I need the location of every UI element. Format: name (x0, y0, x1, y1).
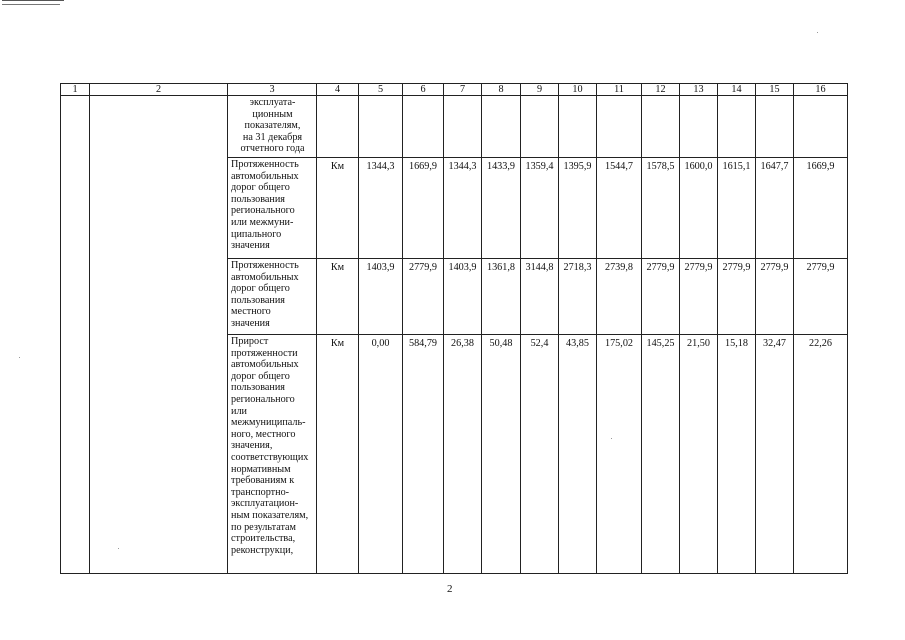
description-line: по результатам (231, 521, 297, 533)
description-line: строительства, (231, 533, 296, 545)
value-cell: 32,47 (756, 335, 794, 574)
value-cell: 1600,0 (680, 158, 718, 259)
value-cell (597, 96, 642, 158)
row-number-cell (61, 96, 90, 574)
scan-speck (817, 32, 818, 33)
value-cell: 2779,9 (756, 259, 794, 335)
value-cell: 1403,9 (444, 259, 482, 335)
value-cell: 22,26 (794, 335, 848, 574)
description-line: значения, (231, 440, 273, 452)
description-line: пользования (231, 294, 285, 306)
description-line: соответствующих (231, 451, 309, 463)
column-header: 6 (403, 84, 444, 96)
value-cell: 21,50 (680, 335, 718, 574)
value-cell (521, 96, 559, 158)
description-line: пользования (231, 193, 285, 205)
value-cell: 15,18 (718, 335, 756, 574)
description-line: дорог общего (231, 182, 290, 194)
description-line: транспортно- (231, 486, 290, 498)
corner-scan-mark (2, 0, 64, 4)
description-line: автомобильных (231, 271, 299, 283)
scan-speck (19, 357, 20, 358)
description-line: или межмуни- (231, 216, 294, 228)
description-line: на 31 декабря (242, 131, 303, 143)
description-line: регионального (231, 393, 295, 405)
unit-cell: Км (317, 158, 359, 259)
description-line: отчетного года (240, 143, 305, 155)
value-cell: 1359,4 (521, 158, 559, 259)
value-cell (642, 96, 680, 158)
value-cell: 1615,1 (718, 158, 756, 259)
value-cell: 3144,8 (521, 259, 559, 335)
value-cell: 1544,7 (597, 158, 642, 259)
value-cell (482, 96, 521, 158)
description-line: эксплуатацион- (231, 498, 299, 510)
description-line: значения (231, 240, 270, 252)
column-header: 7 (444, 84, 482, 96)
value-cell (559, 96, 597, 158)
description-line: дорог общего (231, 283, 290, 295)
row-name-cell (90, 96, 228, 574)
value-cell: 43,85 (559, 335, 597, 574)
value-cell: 1403,9 (359, 259, 403, 335)
description-line: или (231, 405, 247, 417)
column-header: 1 (61, 84, 90, 96)
value-cell (756, 96, 794, 158)
description-line: регионального (231, 205, 295, 217)
value-cell: 584,79 (403, 335, 444, 574)
table-row (61, 96, 848, 158)
value-cell: 2718,3 (559, 259, 597, 335)
column-header: 8 (482, 84, 521, 96)
value-cell (359, 96, 403, 158)
column-header: 4 (317, 84, 359, 96)
value-cell: 1578,5 (642, 158, 680, 259)
description-line: значения (231, 317, 270, 329)
value-cell: 2779,9 (718, 259, 756, 335)
column-header: 12 (642, 84, 680, 96)
description-line: Прирост (231, 336, 269, 347)
column-header: 2 (90, 84, 228, 96)
column-number-row (61, 84, 848, 96)
description-line: местного (231, 306, 271, 318)
description-line: Протяженность (231, 159, 299, 170)
value-cell (403, 96, 444, 158)
description-line: пользования (231, 382, 285, 394)
description-line: ного, местного (231, 428, 296, 440)
value-cell (718, 96, 756, 158)
unit-cell: Км (317, 335, 359, 574)
value-cell: 2779,9 (680, 259, 718, 335)
value-cell: 1669,9 (403, 158, 444, 259)
value-cell: 175,02 (597, 335, 642, 574)
value-cell: 1395,9 (559, 158, 597, 259)
column-header: 14 (718, 84, 756, 96)
description-line: нормативным (231, 463, 291, 475)
column-header: 10 (559, 84, 597, 96)
value-cell: 52,4 (521, 335, 559, 574)
value-cell: 1433,9 (482, 158, 521, 259)
value-cell: 1361,8 (482, 259, 521, 335)
description-line: показателям, (244, 120, 301, 132)
value-cell: 2779,9 (642, 259, 680, 335)
description-line: ципального (231, 228, 282, 240)
value-cell: 26,38 (444, 335, 482, 574)
value-cell: 1669,9 (794, 158, 848, 259)
value-cell: 1344,3 (444, 158, 482, 259)
value-cell: 50,48 (482, 335, 521, 574)
indicator-description (228, 335, 317, 574)
description-line: ционным (252, 108, 293, 120)
value-cell: 2779,9 (403, 259, 444, 335)
page-number: 2 (447, 583, 453, 595)
column-header: 9 (521, 84, 559, 96)
column-header: 15 (756, 84, 794, 96)
value-cell: 0,00 (359, 335, 403, 574)
column-header: 16 (794, 84, 848, 96)
description-line: автомобильных (231, 359, 299, 371)
value-cell (680, 96, 718, 158)
column-header: 11 (597, 84, 642, 96)
indicator-table (60, 83, 848, 574)
column-header: 5 (359, 84, 403, 96)
value-cell: 2739,8 (597, 259, 642, 335)
indicator-description (228, 96, 317, 158)
description-line: эксплуата- (249, 97, 296, 108)
unit-cell (317, 96, 359, 158)
description-line: реконструкци, (231, 544, 294, 556)
value-cell: 1344,3 (359, 158, 403, 259)
unit-cell: Км (317, 259, 359, 335)
description-line: ным показателям, (231, 509, 309, 521)
description-line: автомобильных (231, 170, 299, 182)
description-line: дорог общего (231, 370, 290, 382)
column-header: 13 (680, 84, 718, 96)
description-line: Протяженность (231, 260, 299, 271)
indicator-description (228, 259, 317, 335)
description-line: межмуниципаль- (231, 417, 306, 429)
description-line: требованиям к (231, 475, 295, 487)
description-line: протяженности (231, 347, 298, 359)
value-cell: 2779,9 (794, 259, 848, 335)
value-cell (794, 96, 848, 158)
indicator-description (228, 158, 317, 259)
value-cell (444, 96, 482, 158)
value-cell: 145,25 (642, 335, 680, 574)
value-cell: 1647,7 (756, 158, 794, 259)
column-header: 3 (228, 84, 317, 96)
